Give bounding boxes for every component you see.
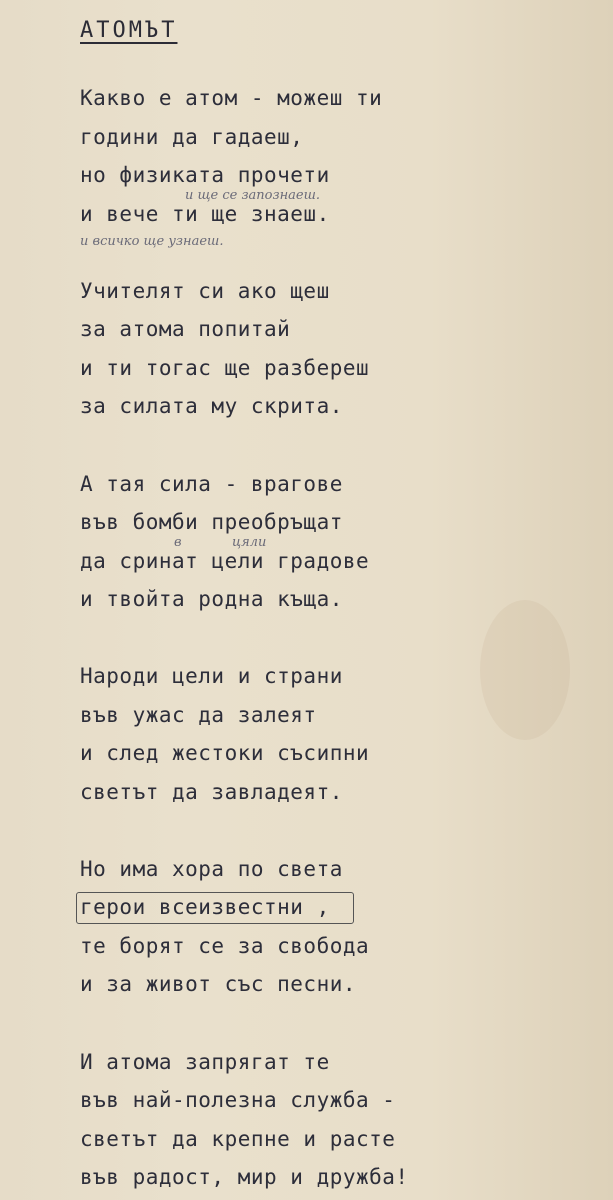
stanza-5-line-3: те борят се за свобода [80, 934, 370, 958]
stanza-6-line-4: във радост, мир и дружба! [80, 1165, 409, 1189]
stanza-1-line-4: и вече ти ще знаеш. [80, 202, 330, 226]
stanza-3-line-4: и твойта родна къща. [80, 587, 343, 611]
stanza-3-line-2: във бомби преобръщат [80, 510, 343, 534]
handwritten-note-2: и всичко ще узнаеш. [80, 234, 224, 249]
stanza-4-line-3: и след жестоки съсипни [80, 741, 370, 765]
stanza-2-line-1: Учителят си ако щеш [80, 279, 330, 303]
stanza-6-line-1: И атома запрягат те [80, 1050, 330, 1074]
stanza-5-line-2: герои всеизвестни , [80, 895, 330, 919]
handwritten-note-4: цяли [232, 535, 267, 550]
stanza-2-line-4: за силата му скрита. [80, 394, 343, 418]
stanza-2-line-2: за атома попитай [80, 317, 291, 341]
handwritten-note-1: и ще се запознаеш. [185, 188, 321, 203]
paper-stain [480, 600, 570, 740]
stanza-5-line-1: Но има хора по света [80, 857, 343, 881]
stanza-3-line-1: А тая сила - врагове [80, 472, 343, 496]
stanza-4-line-4: светът да завладеят. [80, 780, 343, 804]
stanza-1-line-2: години да гадаеш, [80, 125, 304, 149]
stanza-4-line-1: Народи цели и страни [80, 664, 343, 688]
stanza-6-line-3: светът да крепне и расте [80, 1127, 396, 1151]
stanza-3-line-3: да сринат цели градове [80, 549, 370, 573]
stanza-2-line-3: и ти тогас ще разбереш [80, 356, 370, 380]
stanza-1-line-3: но физиката прочети [80, 163, 330, 187]
stanza-6-line-2: във най-полезна служба - [80, 1088, 396, 1112]
poem-title: АТОМЪТ [80, 18, 178, 43]
stanza-4-line-2: във ужас да залеят [80, 703, 317, 727]
stanza-5-line-4: и за живот със песни. [80, 972, 357, 996]
handwritten-note-3: в [174, 535, 182, 550]
stanza-1-line-1: Какво е атом - можеш ти [80, 86, 383, 110]
